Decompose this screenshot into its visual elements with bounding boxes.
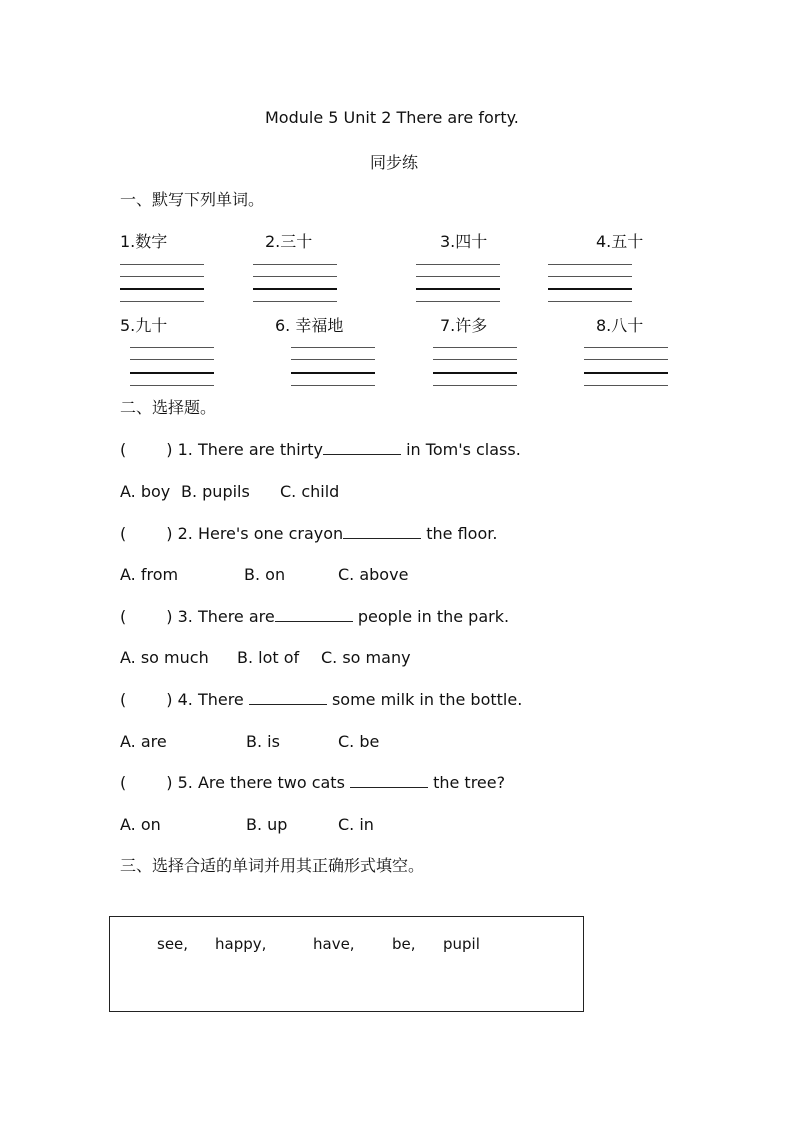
answer-paren-close: ): [166, 607, 173, 626]
option-c: C. child: [280, 482, 340, 501]
option-c: C. be: [338, 732, 380, 751]
section2-heading: 二、选择题。: [120, 398, 217, 417]
question-text-after: the tree?: [428, 773, 506, 792]
answer-paren-open[interactable]: (: [120, 607, 127, 626]
page-title: Module 5 Unit 2 There are forty.: [265, 108, 519, 127]
question-4: [120, 690, 522, 710]
word-bank-item: be,: [392, 935, 416, 953]
question-text-after: people in the park.: [352, 607, 510, 626]
page-subtitle: 同步练: [370, 153, 419, 172]
option-b: B. is: [246, 732, 280, 751]
option-b: B. up: [246, 815, 288, 834]
word-bank-item: pupil: [443, 935, 480, 953]
option-b: B. lot of: [237, 648, 300, 667]
option-a: A. boy: [120, 482, 171, 501]
answer-paren-open[interactable]: (: [120, 773, 127, 792]
option-b: B. pupils: [181, 482, 250, 501]
answer-paren-open[interactable]: (: [120, 440, 127, 459]
answer-paren-open[interactable]: (: [120, 524, 127, 543]
answer-blank[interactable]: [323, 440, 401, 455]
word-item-3: 3.四十: [440, 232, 488, 251]
word-item-8: 8.八十: [596, 316, 644, 335]
word-item-2: 2.三十: [265, 232, 313, 251]
question-text-before: 3. There are: [177, 607, 275, 626]
question-1: [120, 440, 521, 460]
answer-paren-close: ): [166, 440, 173, 459]
word-item-7: 7.许多: [440, 316, 488, 335]
option-a: A. on: [120, 815, 161, 834]
answer-paren-close: ): [166, 773, 173, 792]
option-a: A. from: [120, 565, 179, 584]
option-c: C. above: [338, 565, 409, 584]
word-item-5: 5.九十: [120, 316, 168, 335]
section1-heading: 一、默写下列单词。: [120, 190, 265, 209]
option-a: A. so much: [120, 648, 209, 667]
question-text-after: some milk in the bottle.: [326, 690, 523, 709]
word-item-1: 1.数字: [120, 232, 168, 251]
option-c: C. in: [338, 815, 374, 834]
section3-heading: 三、选择合适的单词并用其正确形式填空。: [120, 856, 425, 875]
word-item-6: 6. 幸福地: [275, 316, 344, 335]
answer-paren-close: ): [166, 524, 173, 543]
option-b: B. on: [244, 565, 286, 584]
word-bank-item: happy,: [215, 935, 267, 953]
word-item-4: 4.五十: [596, 232, 644, 251]
word-bank-item: have,: [313, 935, 355, 953]
answer-paren-close: ): [166, 690, 173, 709]
question-text-after: in Tom's class.: [401, 440, 521, 459]
question-5: [120, 773, 505, 793]
question-text-after: the floor.: [421, 524, 498, 543]
answer-blank[interactable]: [249, 690, 327, 705]
answer-blank[interactable]: [350, 773, 428, 788]
question-text-before: 2. Here's one crayon: [177, 524, 344, 543]
option-a: A. are: [120, 732, 167, 751]
question-3: [120, 607, 509, 627]
question-text-before: 5. Are there two cats: [177, 773, 350, 792]
question-text-before: 4. There: [177, 690, 249, 709]
word-bank-item: see,: [157, 935, 189, 953]
question-2: [120, 524, 497, 544]
question-text-before: 1. There are thirty: [177, 440, 323, 459]
answer-blank[interactable]: [275, 607, 353, 622]
answer-blank[interactable]: [343, 524, 421, 539]
answer-paren-open[interactable]: (: [120, 690, 127, 709]
option-c: C. so many: [321, 648, 411, 667]
word-bank-box: [109, 916, 584, 1012]
